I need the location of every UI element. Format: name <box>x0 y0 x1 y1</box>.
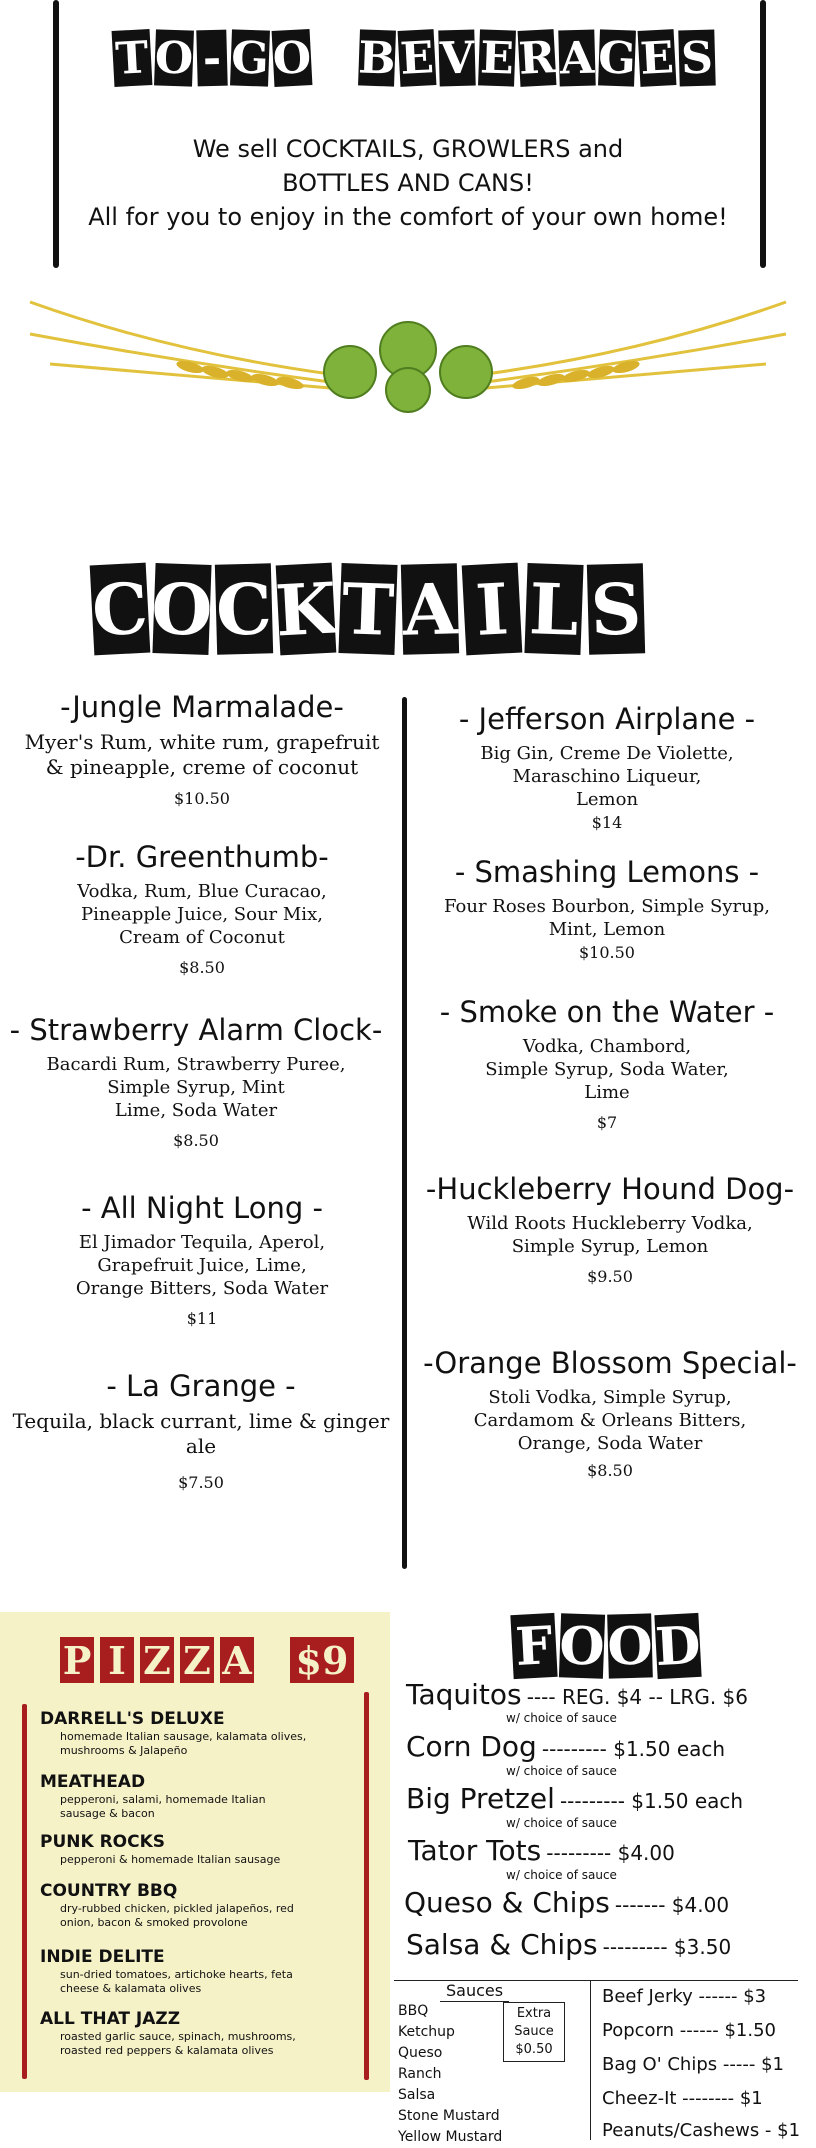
sauce-item: Stone Mustard <box>398 2108 500 2124</box>
food-name: Queso & Chips <box>404 1886 610 1919</box>
pizza-item <box>40 1880 360 1930</box>
cocktail-item <box>12 838 392 977</box>
wheat-hops-illustration <box>20 292 796 422</box>
pizza-title-letter: P <box>60 1637 94 1683</box>
cocktail-description: Myer's Rum, white rum, grapefruit & pineapple, creme of coconut <box>24 730 380 779</box>
pizza-name: ALL THAT JAZZ <box>40 2009 181 2029</box>
snack-item: Bag O' Chips ----- $1 <box>602 2054 784 2075</box>
food-note: w/ choice of sauce <box>506 1764 617 1778</box>
pizza-right-rule <box>364 1692 369 2080</box>
food-name: Tator Tots <box>408 1834 542 1867</box>
cocktail-price: $7 <box>596 1113 618 1132</box>
intro-text <box>60 132 756 234</box>
food-item <box>406 1678 748 1711</box>
cocktail-description: Tequila, black currant, lime & ginger ale <box>12 1409 390 1458</box>
food-name: Corn Dog <box>406 1730 537 1763</box>
sauce-list <box>398 2001 502 2148</box>
sauce-item: Yellow Mustard <box>398 2129 503 2145</box>
cocktail-name: - Strawberry Alarm Clock- <box>9 1013 383 1047</box>
pizza-description: pepperoni & homemade Italian sausage <box>60 1853 281 1866</box>
food-name: Taquitos <box>406 1678 522 1711</box>
cocktail-price: $8.50 <box>173 1131 219 1150</box>
sauce-item: Salsa <box>398 2087 436 2103</box>
title-word: T O - G O <box>113 30 311 86</box>
cocktail-description: El Jimador Tequila, Aperol, Grapefruit Juice, Lime, Orange Bitters, Soda Water <box>75 1232 329 1299</box>
pizza-title-letter: A <box>220 1637 254 1683</box>
food-note: w/ choice of sauce <box>506 1711 617 1725</box>
pizza-description: homemade Italian sausage, kalamata olives, mushrooms & Jalapeño <box>60 1730 307 1757</box>
cocktail-name: -Jungle Marmalade- <box>60 690 344 724</box>
pizza-title-letter: Z <box>180 1637 214 1683</box>
cocktail-description: Big Gin, Creme De Violette, Maraschino Liqueur, Lemon <box>480 743 734 810</box>
cocktail-name: -Orange Blossom Special- <box>423 1346 797 1380</box>
cocktail-description: Four Roses Bourbon, Simple Syrup, Mint, Lemon <box>444 896 770 940</box>
cocktail-name: - Smashing Lemons - <box>454 855 760 889</box>
pizza-item <box>40 1771 360 1821</box>
extra-sauce-price: $0.50 <box>515 2042 553 2057</box>
cocktail-price: $7.50 <box>178 1473 224 1492</box>
pizza-name: PUNK ROCKS <box>40 1832 166 1852</box>
sauce-item: Ketchup <box>398 2024 455 2040</box>
cocktail-description: Wild Roots Huckleberry Vodka, Simple Syrup, Lemon <box>467 1213 753 1257</box>
cocktail-name: - Smoke on the Water - <box>439 995 775 1029</box>
header-right-rule <box>760 0 766 268</box>
food-name: Big Pretzel <box>406 1782 555 1815</box>
pizza-description: sun-dried tomatoes, artichoke hearts, feta cheese & kalamata olives <box>60 1968 293 1995</box>
food-item <box>406 1928 731 1961</box>
snack-column-divider <box>590 1980 591 2140</box>
cocktail-item <box>412 700 802 832</box>
pizza-name: MEATHEAD <box>40 1772 146 1792</box>
intro-line: We sell COCKTAILS, GROWLERS and <box>192 135 624 163</box>
snack-item: Beef Jerky ------ $3 <box>602 1986 767 2007</box>
cocktail-price: $8.50 <box>179 958 225 977</box>
wheat-right-icon <box>486 302 786 388</box>
wheat-left-icon <box>30 302 330 388</box>
cocktail-item <box>412 1344 808 1480</box>
pizza-name: INDIE DELITE <box>40 1947 165 1967</box>
food-price: --------- $3.50 <box>602 1935 732 1959</box>
intro-line: All for you to enjoy in the comfort of your own home! <box>88 203 728 231</box>
pizza-description: roasted garlic sauce, spinach, mushrooms, roasted red peppers & kalamata olives <box>60 2030 296 2057</box>
food-price: ------- $4.00 <box>614 1893 730 1917</box>
cocktail-name: - All Night Long - <box>81 1191 323 1225</box>
cocktail-item <box>12 1189 392 1328</box>
cocktail-name: -Dr. Greenthumb- <box>75 840 329 874</box>
cocktail-item <box>0 1011 392 1150</box>
cocktail-price: $11 <box>186 1309 218 1328</box>
cocktail-description: Stoli Vodka, Simple Syrup, Cardamom & Orleans Bitters, Orange, Soda Water <box>473 1387 747 1454</box>
food-price: --------- $1.50 each <box>559 1789 744 1813</box>
food-note: w/ choice of sauce <box>506 1816 617 1830</box>
cocktail-price: $14 <box>591 813 623 832</box>
page-title <box>113 30 715 86</box>
pizza-title-letter: Z <box>140 1637 174 1683</box>
pizza-description: pepperoni, salami, homemade Italian sausage & bacon <box>60 1793 266 1820</box>
pizza-price: $9 <box>290 1637 354 1683</box>
intro-line: BOTTLES AND CANS! <box>282 169 534 197</box>
cocktail-price: $10.50 <box>174 789 230 808</box>
cocktails-title: C O C K T A I L S <box>92 564 644 654</box>
cocktail-price: $9.50 <box>587 1267 633 1286</box>
cocktail-price: $10.50 <box>579 943 635 962</box>
food-price: --------- $4.00 <box>546 1841 675 1865</box>
pizza-left-rule <box>22 1704 27 2079</box>
cocktail-item <box>6 1367 396 1492</box>
cocktail-name: -Huckleberry Hound Dog- <box>425 1172 795 1206</box>
extra-sauce-label: Extra Sauce <box>514 2006 554 2039</box>
pizza-item <box>40 1946 360 1996</box>
pizza-description: dry-rubbed chicken, pickled jalapeños, red onion, bacon & smoked provolone <box>60 1902 294 1929</box>
cocktail-item <box>412 853 802 962</box>
food-name: Salsa & Chips <box>406 1928 598 1961</box>
pizza-title-letter: I <box>100 1637 134 1683</box>
cocktail-item <box>12 688 392 808</box>
food-price: ---- REG. $4 -- LRG. $6 <box>526 1685 748 1709</box>
sauces-title: Sauces <box>440 1981 509 2002</box>
snack-item: Peanuts/Cashews - $1 <box>602 2120 801 2141</box>
pizza-item <box>40 2008 360 2058</box>
cocktail-price: $8.50 <box>587 1461 633 1480</box>
pizza-name: DARRELL'S DELUXE <box>40 1709 225 1729</box>
cocktail-description: Bacardi Rum, Strawberry Puree, Simple Syrup, Mint Lime, Soda Water <box>46 1054 346 1121</box>
pizza-item <box>40 1708 360 1758</box>
food-note: w/ choice of sauce <box>506 1868 617 1882</box>
cocktail-description: Vodka, Chambord, Simple Syrup, Soda Water, Lime <box>485 1036 729 1103</box>
title-word: B E V E R A G E S <box>359 30 715 86</box>
cocktail-description: Vodka, Rum, Blue Curacao, Pineapple Juice, Sour Mix, Cream of Coconut <box>77 881 327 948</box>
snack-item: Popcorn ------ $1.50 <box>602 2020 776 2041</box>
food-price: --------- $1.50 each <box>541 1737 726 1761</box>
food-item <box>406 1730 725 1763</box>
extra-sauce-box <box>503 2002 565 2062</box>
cocktail-item <box>412 1170 808 1286</box>
cocktail-name: - La Grange - <box>106 1369 296 1403</box>
pizza-name: COUNTRY BBQ <box>40 1881 178 1901</box>
cocktail-item <box>412 993 802 1132</box>
pizza-item <box>40 1831 360 1867</box>
food-item <box>406 1782 743 1815</box>
sauce-item: BBQ <box>398 2003 429 2019</box>
sauce-item: Ranch <box>398 2066 442 2082</box>
snack-item: Cheez-It -------- $1 <box>602 2088 763 2109</box>
hops-icon <box>324 322 492 412</box>
cocktail-column-divider <box>402 697 407 1569</box>
food-item <box>404 1886 729 1919</box>
header-left-rule <box>53 0 59 268</box>
food-item <box>408 1834 675 1867</box>
cocktail-name: - Jefferson Airplane - <box>458 702 756 736</box>
pizza-title <box>60 1637 354 1683</box>
sauce-item: Queso <box>398 2045 443 2061</box>
food-title: F O O D <box>512 1614 700 1678</box>
